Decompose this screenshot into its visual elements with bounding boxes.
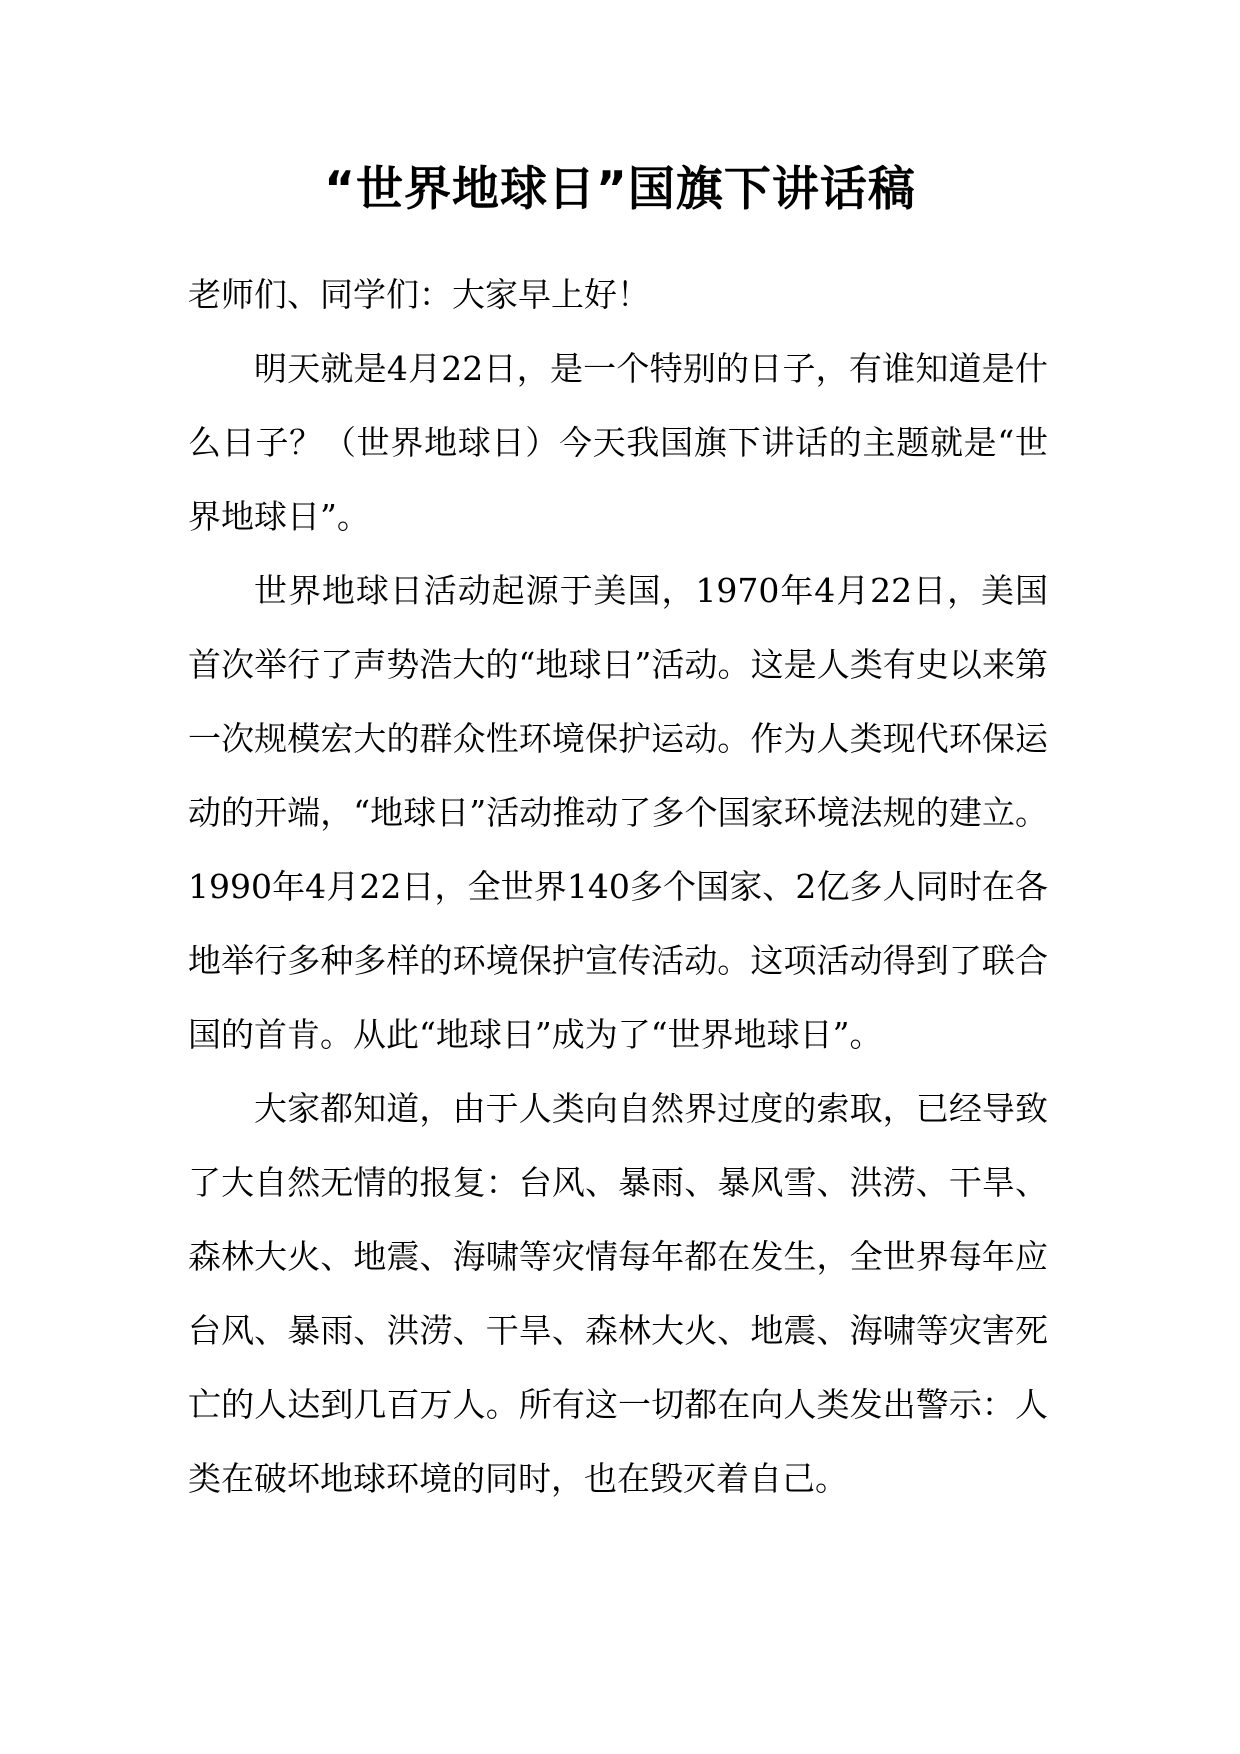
document-title: “世界地球日”国旗下讲话稿: [324, 162, 916, 217]
paragraph-3: 大家都知道，由于人类向自然界过度的索取，已经导致了大自然无情的报复：台风、暴雨、暴风雪、洪涝、干旱、森林大火、地震、海啸等灾情每年都在发生，全世界每年应台风、暴雨、洪涝、干旱、森林大火、地震、海啸等灾害死亡的人达到几百万人。所有这一切都在向人类发出警示：人类在破坏地球环境的同时，也在毁灭着自己。: [188, 1089, 1048, 1498]
greeting-line: 老师们、同学们：大家早上好！: [188, 275, 650, 314]
paragraph-2: 世界地球日活动起源于美国，1970年4月22日，美国首次举行了声势浩大的“地球日”活动。这是人类有史以来第一次规模宏大的群众性环境保护运动。作为人类现代环保运动的开端，“地球日”活动推动了多个国家环境法规的建立。1990年4月22日，全世界140多个国家、2亿多人同时在各地举行多种多样的环境保护宣传活动。这项活动得到了联合国的首肯。从此“地球日”成为了“世界地球日”。: [188, 571, 1048, 1054]
document-body: [188, 258, 1048, 1516]
paragraph-1: 明天就是4月22日，是一个特别的日子，有谁知道是什么日子？（世界地球日）今天我国旗下讲话的主题就是“世界地球日”。: [188, 349, 1048, 536]
